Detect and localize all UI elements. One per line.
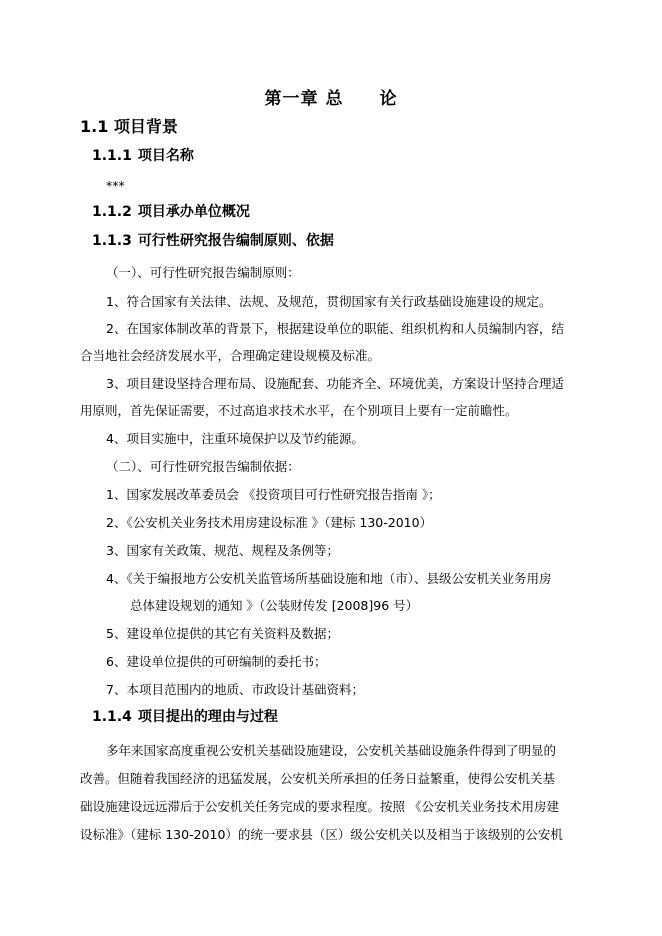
basis-2: 2、《公安机关业务技术用房建设标准 》（建标 130-2010）	[106, 515, 433, 530]
basis-1: 1、国家发展改革委员会 《投资项目可行性研究报告指南 》；	[106, 487, 441, 502]
section-number: 1.1.4	[92, 709, 132, 725]
basis-6: 6、建设单位提供的可研编制的委托书；	[106, 654, 327, 669]
section-number: 1.1.3	[92, 233, 132, 249]
principle-2-line-1: 2、在国家体制改革的背景下，根据建设单位的职能、组织机构和人员编制内容，结	[106, 321, 564, 336]
principles-heading: （一）、可行性研究报告编制原则：	[106, 265, 300, 280]
principle-3-line-2: 用原则，首先保证需要，不过高追求技术水平，在个别项目上要有一定前瞻性。	[80, 403, 518, 418]
section-title: 项目背景	[113, 117, 178, 136]
reason-line-2: 改善。但随着我国经济的迅猛发展，公安机关所承担的任务日益繁重，使得公安机关基	[80, 771, 556, 786]
basis-7: 7、本项目范围内的地质、市政设计基础资料；	[106, 682, 364, 697]
section-heading-1-1-4	[92, 706, 278, 726]
chapter-title: 第一章 总 论	[264, 89, 398, 109]
section-title: 项目提出的理由与过程	[137, 709, 278, 725]
section-number: 1.1.1	[92, 148, 132, 164]
basis-5: 5、建设单位提供的其它有关资料及数据；	[106, 626, 339, 641]
basis-heading: （二）、可行性研究报告编制依据：	[106, 459, 300, 474]
reason-line-4: 设标准》（建标 130-2010）的统一要求县（区）级公安机关以及相当于该级别的公安机	[80, 827, 563, 842]
reason-line-3: 础设施建设远远滞后于公安机关任务完成的要求程度。按照 《公安机关业务技术用房建	[80, 799, 559, 814]
basis-4-line-2: 总体建设规划的通知 》（公装财传发 [2008]96 号）	[130, 598, 419, 613]
section-heading-1-1-3	[92, 230, 334, 250]
section-title: 可行性研究报告编制原则、依据	[137, 233, 334, 249]
principle-2-line-2: 合当地社会经济发展水平，合理确定建设规模及标准。	[80, 348, 381, 363]
basis-3: 3、国家有关政策、规范、规程及条例等；	[106, 543, 339, 558]
section-title: 项目名称	[137, 148, 194, 164]
reason-line-1: 多年来国家高度重视公安机关基础设施建设，公安机关基础设施条件得到了明显的	[106, 743, 557, 758]
principle-1: 1、符合国家有关法律、法规、及规范，贯彻国家有关行政基础设施建设的规定。	[106, 294, 552, 309]
principle-4: 4、项目实施中，注重环境保护以及节约能源。	[106, 431, 364, 446]
section-title: 项目承办单位概况	[137, 204, 250, 220]
section-heading-1-1-2	[92, 201, 250, 221]
section-number: 1.1	[80, 117, 109, 136]
project-name-text: ***	[106, 178, 125, 193]
principle-3-line-1: 3、项目建设坚持合理布局、设施配套、功能齐全、环境优美，方案设计坚持合理适	[106, 376, 564, 391]
section-heading-1-1	[80, 114, 178, 137]
section-number: 1.1.2	[92, 204, 132, 220]
basis-4-line-1: 4、《关于编报地方公安机关监管场所基础设施和地（市）、县级公安机关业务用房	[106, 571, 552, 586]
section-heading-1-1-1	[92, 145, 194, 165]
